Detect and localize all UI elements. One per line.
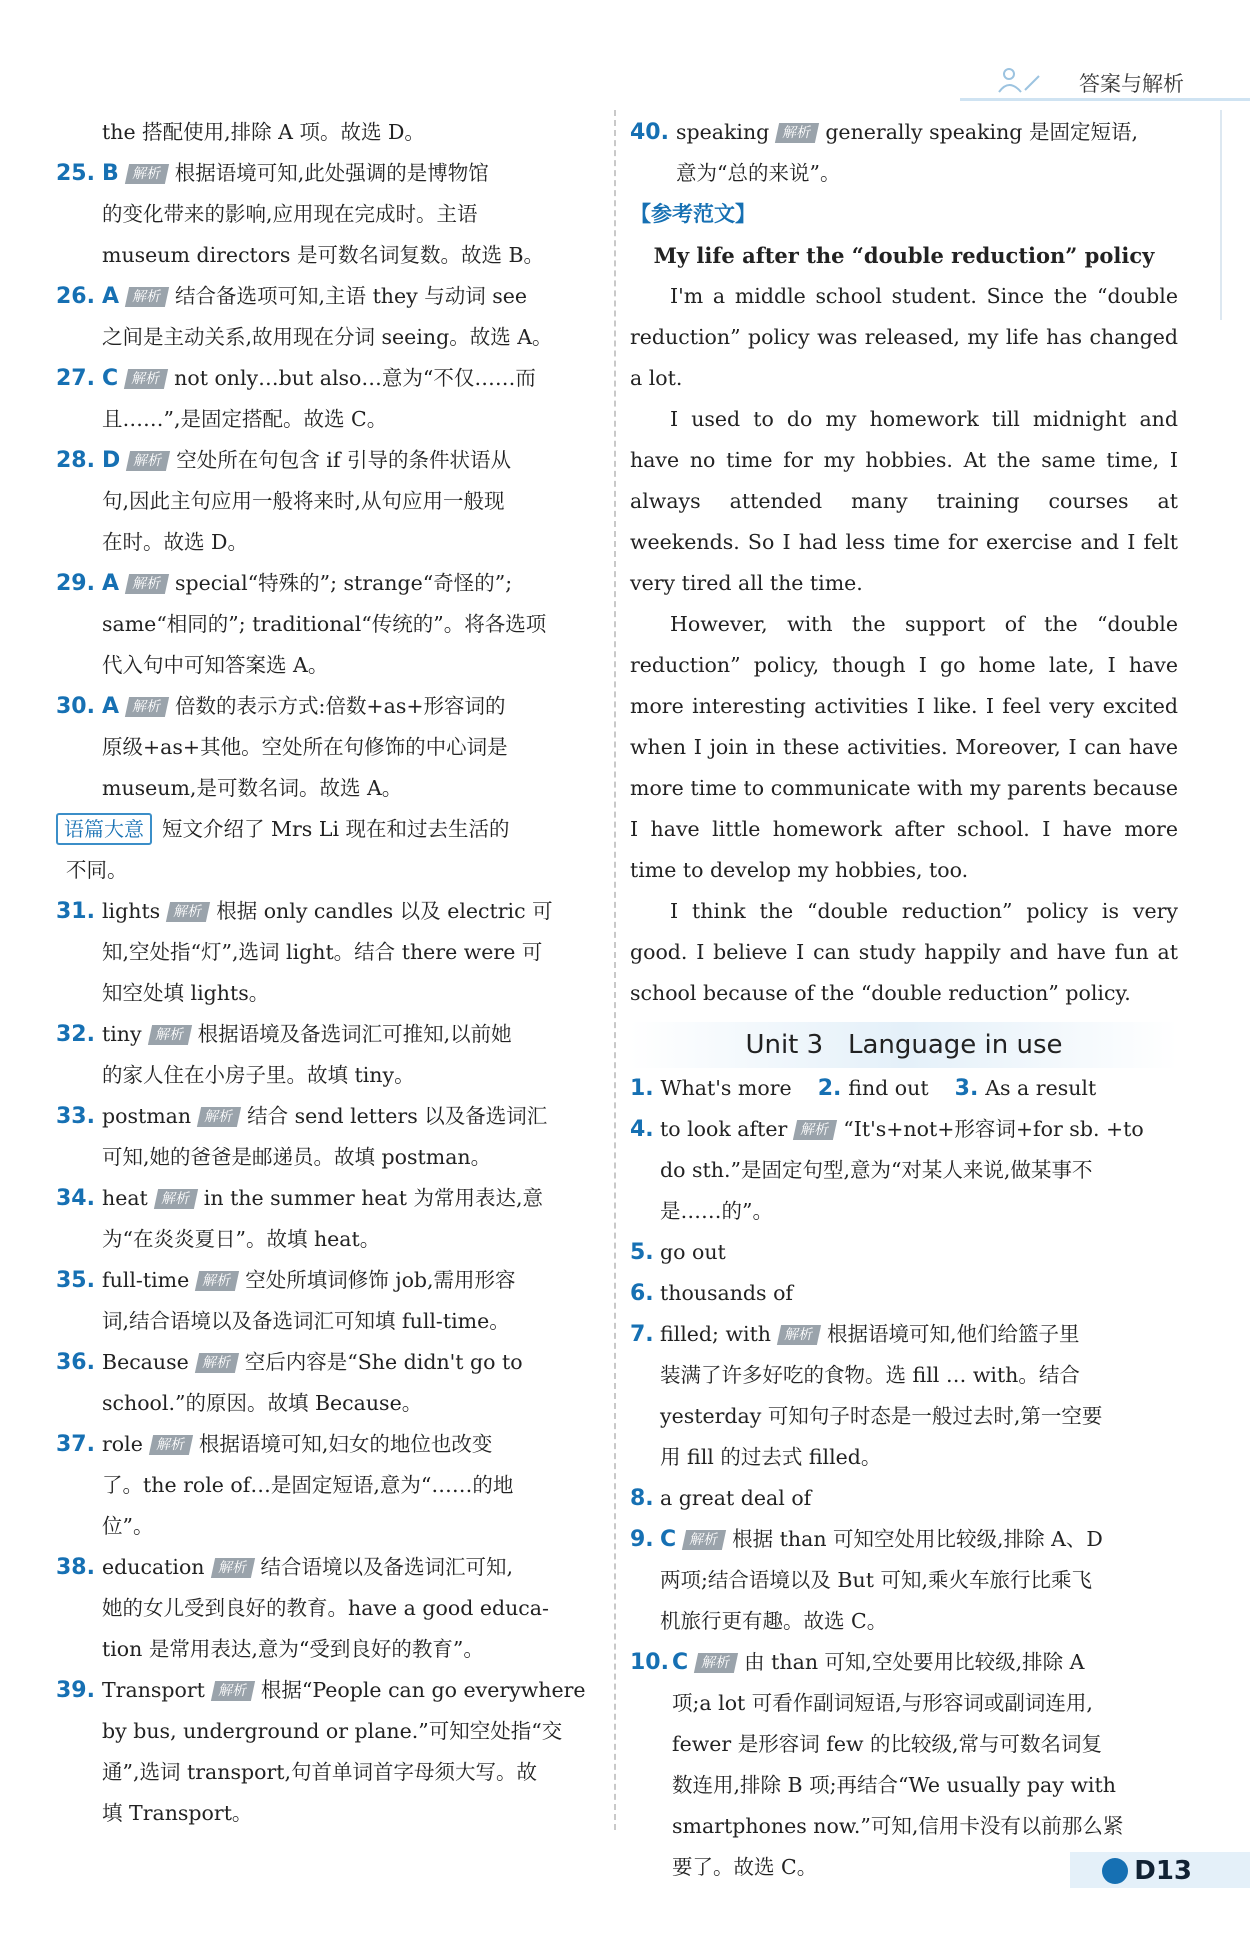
explanation-line: 的家人住在小房子里。故填 tiny。 xyxy=(102,1063,415,1087)
answer: speaking xyxy=(676,120,770,144)
explanation-line: 意为“总的来说”。 xyxy=(676,161,841,185)
question-number: 39. xyxy=(56,1678,95,1703)
explanation-line: 机旅行更有趣。故选 C。 xyxy=(660,1609,888,1633)
explanation-line: 空后内容是“She didn't go to xyxy=(244,1350,523,1374)
explanation-line: 句,因此主句应用一般将来时,从句应用一般现 xyxy=(102,489,505,513)
question-number: 2. xyxy=(817,1076,842,1101)
sample-essay-heading: 【参考范文】 xyxy=(630,202,756,226)
explanation-line: special“特殊的”; strange“奇怪的”; xyxy=(175,571,513,595)
continued-text: the 搭配使用,排除 A 项。故选 D。 xyxy=(102,120,425,144)
analysis-tag: 解析 xyxy=(777,1325,821,1345)
analysis-tag: 解析 xyxy=(126,451,170,471)
explanation-line: 由 than 可知,空处要用比较级,排除 A xyxy=(744,1650,1085,1674)
explanation-line: museum directors 是可数名词复数。故选 B。 xyxy=(102,243,545,267)
left-column xyxy=(56,112,600,1834)
answer: education xyxy=(102,1555,205,1579)
answer-entry xyxy=(56,153,600,276)
analysis-tag: 解析 xyxy=(211,1681,255,1701)
answer: a great deal of xyxy=(660,1486,812,1510)
answer: As a result xyxy=(985,1076,1097,1100)
question-number: 25. xyxy=(56,161,95,186)
explanation-line: 通”,选词 transport,句首单词首字母须大写。故 xyxy=(102,1760,538,1784)
explanation-line: 知,空处指“灯”,选词 light。结合 there were 可 xyxy=(102,940,543,964)
explanation-line: 在时。故选 D。 xyxy=(102,530,248,554)
question-number: 31. xyxy=(56,899,95,924)
summary-line: 短文介绍了 Mrs Li 现在和过去生活的 xyxy=(162,817,510,841)
analysis-tag: 解析 xyxy=(125,697,169,717)
question-number: 9. xyxy=(630,1527,654,1552)
analysis-tag: 解析 xyxy=(125,574,169,594)
explanation-line: 根据 only candles 以及 electric 可 xyxy=(216,899,553,923)
analysis-tag: 解析 xyxy=(166,902,210,922)
question-number: 37. xyxy=(56,1432,95,1457)
passage-summary xyxy=(56,809,600,891)
question-number: 8. xyxy=(630,1486,654,1511)
answer-entry xyxy=(56,1178,600,1260)
question-number: 29. xyxy=(56,571,95,596)
right-column xyxy=(630,112,1178,1888)
answer: to look after xyxy=(660,1117,788,1141)
analysis-tag: 解析 xyxy=(195,1353,239,1373)
answer: find out xyxy=(848,1076,929,1100)
answer: Transport xyxy=(102,1678,205,1702)
explanation-line: 结合语境以及备选词汇可知, xyxy=(260,1555,514,1579)
analysis-tag: 解析 xyxy=(195,1271,239,1291)
answer-entry xyxy=(56,358,600,440)
explanation-line: 结合 send letters 以及备选词汇 xyxy=(247,1104,548,1128)
answer-entry xyxy=(56,440,600,563)
explanation-line: 为“在炎炎夏日”。故填 heat。 xyxy=(102,1227,381,1251)
explanation-line: 装满了许多好吃的食物。选 fill … with。结合 xyxy=(660,1363,1080,1387)
explanation-line: 填 Transport。 xyxy=(102,1801,253,1825)
answer: C xyxy=(672,1650,689,1675)
question-number: 10. xyxy=(630,1650,669,1675)
explanation-line: not only…but also…意为“不仅……而 xyxy=(174,366,536,390)
answer-entry xyxy=(56,1670,600,1834)
explanation-line: 空处所在句包含 if 引导的条件状语从 xyxy=(176,448,511,472)
explanation-line: 根据语境可知,此处强调的是博物馆 xyxy=(174,161,489,185)
answer-entry xyxy=(56,686,600,809)
explanation-line: 根据“People can go everywhere xyxy=(260,1678,586,1702)
answer-entry xyxy=(56,1547,600,1670)
answer-entry xyxy=(630,1314,1178,1478)
explanation-line: by bus, underground or plane.”可知空处指“交 xyxy=(102,1719,563,1743)
question-number: 7. xyxy=(630,1322,654,1347)
answer-entry xyxy=(630,1478,1178,1519)
question-number: 1. xyxy=(630,1076,654,1101)
explanation-line: 根据语境可知,他们给篮子里 xyxy=(827,1322,1080,1346)
explanation-line: 数连用,排除 B 项;再结合“We usually pay with xyxy=(672,1773,1116,1797)
explanation-line: 要了。故选 C。 xyxy=(672,1855,818,1879)
answer-entry xyxy=(630,1232,1178,1273)
explanation-line: “It's+not+形容词+for sb. +to xyxy=(843,1117,1144,1141)
answer-entry xyxy=(56,891,600,1014)
question-number: 30. xyxy=(56,694,95,719)
explanation-line: 用 fill 的过去式 filled。 xyxy=(660,1445,882,1469)
answer-entry xyxy=(56,1260,600,1342)
answer: tiny xyxy=(102,1022,142,1046)
analysis-tag: 解析 xyxy=(154,1189,198,1209)
explanation-line: 空处所填词修饰 job,需用形容 xyxy=(245,1268,516,1292)
analysis-tag: 解析 xyxy=(682,1530,726,1550)
explanation-line: 根据语境及备选词汇可推知,以前她 xyxy=(197,1022,512,1046)
answer-entry xyxy=(630,1273,1178,1314)
explanation-line: smartphones now.”可知,信用卡没有以前那么紧 xyxy=(672,1814,1124,1838)
analysis-tag: 解析 xyxy=(210,1558,254,1578)
question-number: 40. xyxy=(630,120,669,145)
answer: A xyxy=(102,571,120,596)
explanation-line: 她的女儿受到良好的教育。have a good educa- xyxy=(102,1596,549,1620)
answer-entry xyxy=(630,1642,1178,1888)
question-number: 26. xyxy=(56,284,95,309)
answer: D xyxy=(102,448,121,473)
explanation-line: 两项;结合语境以及 But 可知,乘火车旅行比乘飞 xyxy=(660,1568,1092,1592)
explanation-line: 位”。 xyxy=(102,1514,154,1538)
answer-entry xyxy=(630,1519,1178,1642)
explanation-line: 项;a lot 可看作副词短语,与形容词或副词连用, xyxy=(672,1691,1093,1715)
answer: postman xyxy=(102,1104,192,1128)
explanation-line: 知空处填 lights。 xyxy=(102,981,270,1005)
explanation-line: 词,结合语境以及备选词汇可知填 full-time。 xyxy=(102,1309,510,1333)
explanation-line: 可知,她的爸爸是邮递员。故填 postman。 xyxy=(102,1145,492,1169)
analysis-tag: 解析 xyxy=(125,287,169,307)
question-number: 38. xyxy=(56,1555,95,1580)
explanation-line: 结合备选项可知,主语 they 与动词 see xyxy=(175,284,528,308)
answer: C xyxy=(102,366,119,391)
explanation-line: 代入句中可知答案选 A。 xyxy=(102,653,329,677)
answer: filled; with xyxy=(660,1322,772,1346)
explanation-line: 是……的”。 xyxy=(660,1199,773,1223)
explanation-line: in the summer heat 为常用表达,意 xyxy=(203,1186,544,1210)
essay-paragraph: I used to do my homework till midnight and have no time for my hobbies. At the same time, I always attended many training courses at weekends. So I had less time for exercise and I felt very tired all the time. xyxy=(630,407,1178,595)
answer-entry xyxy=(56,1424,600,1547)
explanation-line: school.”的原因。故填 Because。 xyxy=(102,1391,423,1415)
question-number: 32. xyxy=(56,1022,95,1047)
explanation-line: 倍数的表示方式:倍数+as+形容词的 xyxy=(175,694,506,718)
explanation-line: yesterday 可知句子时态是一般过去时,第一空要 xyxy=(660,1404,1103,1428)
explanation-line: 的变化带来的影响,应用现在完成时。主语 xyxy=(102,202,478,226)
explanation-line: 根据语境可知,妇女的地位也改变 xyxy=(198,1432,493,1456)
question-number: 35. xyxy=(56,1268,95,1293)
page-circle-icon xyxy=(1102,1858,1128,1884)
answer-entry xyxy=(630,112,1178,194)
explanation-line: 了。the role of…是固定短语,意为“……的地 xyxy=(102,1473,514,1497)
analysis-tag: 解析 xyxy=(775,123,819,143)
analysis-tag: 解析 xyxy=(793,1120,837,1140)
answer: heat xyxy=(102,1186,148,1210)
answer: What's more xyxy=(660,1076,792,1100)
answer-entry xyxy=(56,563,600,686)
explanation-line: 之间是主动关系,故用现在分词 seeing。故选 A。 xyxy=(102,325,553,349)
analysis-tag: 解析 xyxy=(124,369,168,389)
explanation-line: do sth.”是固定句型,意为“对某人来说,做某事不 xyxy=(660,1158,1093,1182)
reading-person-icon xyxy=(995,66,1045,94)
answer: A xyxy=(102,694,120,719)
explanation-line: generally speaking 是固定短语, xyxy=(825,120,1138,144)
explanation-line: museum,是可数名词。故选 A。 xyxy=(102,776,403,800)
analysis-tag: 解析 xyxy=(147,1025,191,1045)
essay-paragraph: I'm a middle school student. Since the “double reduction” policy was released, my life has changed a lot. xyxy=(630,284,1178,390)
answer: A xyxy=(102,284,120,309)
essay-title: My life after the “double reduction” policy xyxy=(653,243,1155,268)
question-number: 28. xyxy=(56,448,95,473)
page-number xyxy=(1102,1856,1192,1886)
question-number: 5. xyxy=(630,1240,654,1265)
unit-title: Unit 3 Language in use xyxy=(630,1022,1178,1068)
explanation-line: fewer 是形容词 few 的比较级,常与可数名词复 xyxy=(672,1732,1103,1756)
analysis-tag: 解析 xyxy=(149,1435,193,1455)
summary-tag: 语篇大意 xyxy=(56,813,152,845)
answer: Because xyxy=(102,1350,189,1374)
answer: lights xyxy=(102,899,161,923)
answer: full-time xyxy=(102,1268,190,1292)
analysis-tag: 解析 xyxy=(694,1653,738,1673)
answer-line xyxy=(630,1068,1178,1109)
question-number: 36. xyxy=(56,1350,95,1375)
analysis-tag: 解析 xyxy=(125,164,169,184)
explanation-line: 原级+as+其他。空处所在句修饰的中心词是 xyxy=(102,735,508,759)
column-divider xyxy=(614,110,616,1830)
answer: B xyxy=(102,161,119,186)
summary-line: 不同。 xyxy=(66,858,128,882)
essay-paragraph: However, with the support of the “double reduction” policy, though I go home late, I have more interesting activities I like. I feel very excited when I join in these activities. Moreover, I can have more time to communicate with my parents because I have little homework after school. I have more time to develop my hobbies, too. xyxy=(630,612,1178,882)
explanation-line: 且……”,是固定搭配。故选 C。 xyxy=(102,407,388,431)
answer: role xyxy=(102,1432,143,1456)
answer-entry xyxy=(56,1342,600,1424)
question-number: 33. xyxy=(56,1104,95,1129)
answer: go out xyxy=(660,1240,726,1264)
answer-entry xyxy=(56,1096,600,1178)
question-number: 27. xyxy=(56,366,95,391)
explanation-line: 根据 than 可知空处用比较级,排除 A、D xyxy=(732,1527,1103,1551)
answer-entry xyxy=(56,276,600,358)
explanation-line: tion 是常用表达,意为“受到良好的教育”。 xyxy=(102,1637,484,1661)
side-decoration xyxy=(1210,110,1222,320)
explanation-line: same“相同的”; traditional“传统的”。将各选项 xyxy=(102,612,547,636)
section-title: 答案与解析 xyxy=(1079,72,1184,96)
question-number: 34. xyxy=(56,1186,95,1211)
header-underline xyxy=(960,98,1250,101)
answer-entry xyxy=(630,1109,1178,1232)
essay-paragraph: I think the “double reduction” policy is very good. I believe I can study happily and have fun at school because of the “double reduction” policy. xyxy=(630,899,1178,1005)
answer: C xyxy=(660,1527,677,1552)
page-number-text: D13 xyxy=(1134,1856,1192,1886)
question-number: 4. xyxy=(630,1117,654,1142)
page-header xyxy=(0,62,1250,102)
answer: thousands of xyxy=(660,1281,794,1305)
answer-entry xyxy=(56,1014,600,1096)
question-number: 6. xyxy=(630,1281,654,1306)
question-number: 3. xyxy=(954,1076,979,1101)
analysis-tag: 解析 xyxy=(197,1107,241,1127)
